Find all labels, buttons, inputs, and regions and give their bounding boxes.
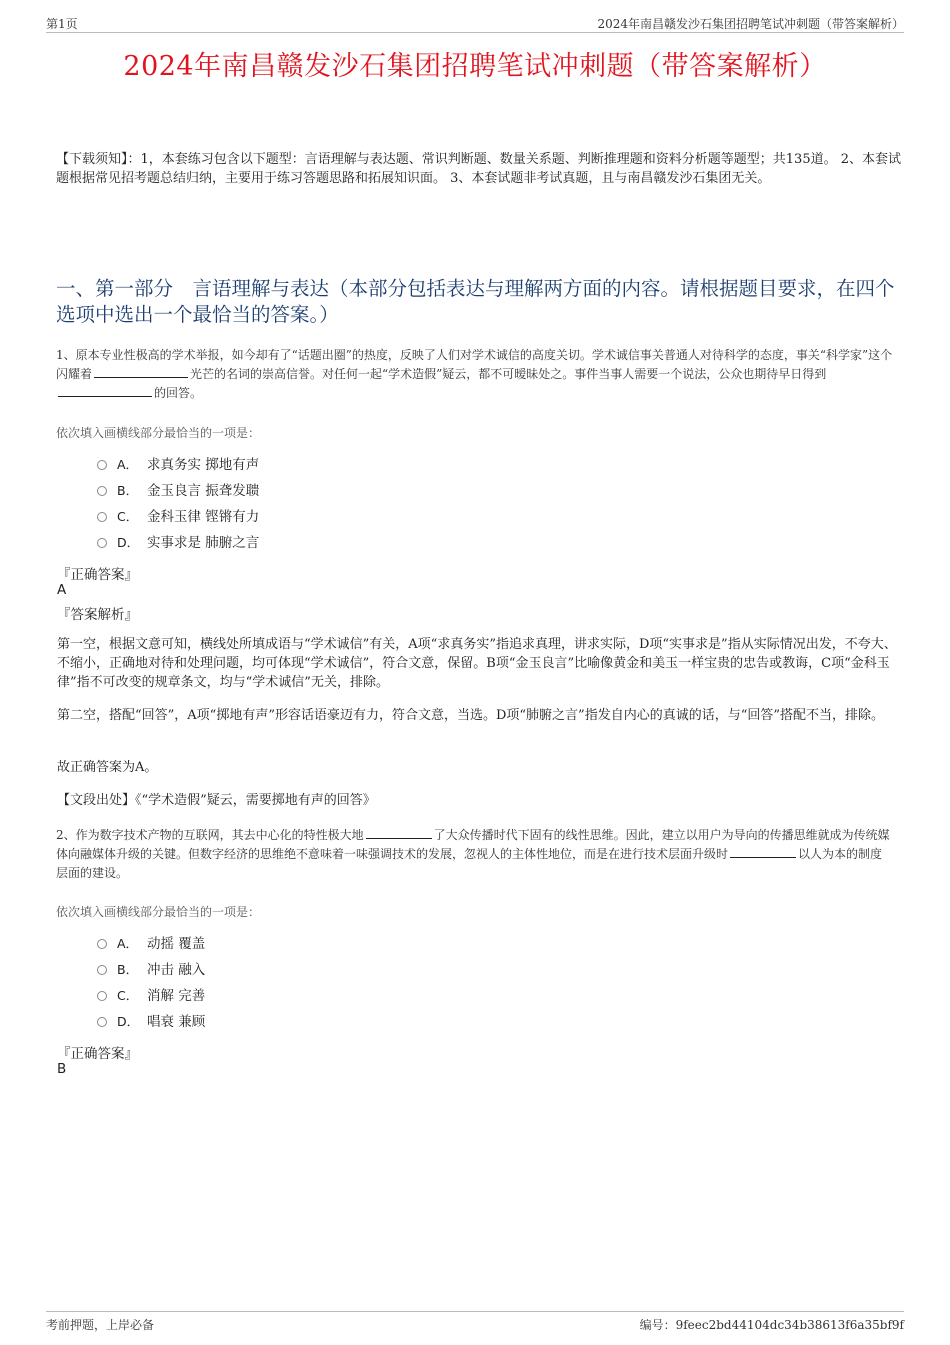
question-1-option-d[interactable]: D． 实事求是 肺腑之言	[97, 533, 259, 553]
question-2-answer-label: 『正确答案』	[57, 1046, 138, 1062]
analysis-conclusion: 故正确答案为A。	[57, 760, 158, 775]
question-2-option-b[interactable]: B． 冲击 融入	[97, 960, 205, 980]
radio-icon[interactable]	[97, 1017, 107, 1027]
analysis-paragraph-2: 第二空，搭配“回答”，A项“掷地有声”形容话语豪迈有力，符合文意，当选。D项“肺腑之言”指发自内心的真诚的话，与“回答”搭配不当，排除。	[57, 708, 884, 723]
radio-icon[interactable]	[97, 486, 107, 496]
page-header	[46, 14, 904, 33]
question-1-option-b[interactable]: B． 金玉良言 振聋发聩	[97, 481, 259, 501]
radio-icon[interactable]	[97, 512, 107, 522]
footer-slogan: 考前押题，上岸必备	[46, 1318, 155, 1332]
question-2-option-c[interactable]: C． 消解 完善	[97, 986, 205, 1006]
question-2-answer: B	[57, 1061, 67, 1077]
question-2-option-d[interactable]: D． 唱衰 兼顾	[97, 1012, 205, 1032]
radio-icon[interactable]	[97, 460, 107, 470]
section-title: 一、第一部分 言语理解与表达（本部分包括表达与理解两方面的内容。请根据题目要求，在四个选项中选出一个最恰当的答案。）	[56, 277, 895, 326]
question-2-text: 2、作为数字技术产物的互联网，其去中心化的特性极大地 了大众传播时代下固有的线性思维。因此，建立以用户为导向的传播思维就成为传统媒体向融媒体升级的关键。但数字经济的思维绝不意味着一味强调技术的发展，忽视人的主体性地位，而是在进行技术层面升级时 以人为本的制度层面的建设。	[56, 828, 890, 880]
question-1-text: 1、原本专业性极高的学术举报，如今却有了“话题出圈”的热度，反映了人们对学术诚信的高度关切。学术诚信事关普通人对待科学的态度，事关“科学家”这个闪耀着 光芒的名词的崇高信誉。对任何一起“学术造假”疑云，都不可暧昧处之。事件当事人需要一个说法，公众也期待早日得到的回答。	[56, 348, 893, 400]
download-notice: 【下载须知】：1，本套练习包含以下题型：言语理解与表达题、常识判断题、数量关系题、判断推理题和资料分析题等题型；共135道。 2、本套试题根据常见招考题总结归纳，主要用于练习答题思路和拓展知识面。 3、本套试题非考试真题，且与南昌赣发沙石集团无关。	[56, 152, 901, 186]
question-2-option-a[interactable]: A． 动摇 覆盖	[97, 934, 205, 954]
question-1-answer: A	[57, 582, 67, 598]
source-note: 【文段出处】《“学术造假”疑云，需要掷地有声的回答》	[57, 793, 376, 808]
question-1-option-a[interactable]: A． 求真务实 掷地有声	[97, 455, 259, 475]
document-title: 2024年南昌赣发沙石集团招聘笔试冲刺题（带答案解析）	[123, 51, 827, 82]
question-1-option-c[interactable]: C． 金科玉律 铿锵有力	[97, 507, 259, 527]
blank-line	[366, 826, 432, 839]
question-1-prompt: 依次填入画横线部分最恰当的一项是：	[56, 426, 261, 440]
blank-line	[94, 365, 188, 378]
page-footer	[46, 1311, 904, 1332]
blank-line	[730, 845, 796, 858]
radio-icon[interactable]	[97, 991, 107, 1001]
question-2-prompt: 依次填入画横线部分最恰当的一项是：	[56, 905, 261, 919]
question-1-answer-label: 『正确答案』	[57, 567, 138, 583]
header-doc-title: 2024年南昌赣发沙石集团招聘笔试冲刺题（带答案解析）	[597, 17, 904, 31]
blank-line	[58, 384, 152, 397]
question-1-analysis-label: 『答案解析』	[57, 607, 138, 623]
analysis-paragraph-1: 第一空，根据文意可知，横线处所填成语与“学术诚信”有关，A项“求真务实”指追求真理，讲求实际，D项“实事求是”指从实际情况出发，不夸大、不缩小，正确地对待和处理问题，均可体现“学术诚信”，符合文意，保留。B项“金玉良言”比喻像黄金和美玉一样宝贵的忠告或教诲，C项“金科玉律”指不可改变的规章条文，均与“学术诚信”无关，排除。	[57, 637, 897, 690]
radio-icon[interactable]	[97, 939, 107, 949]
footer-serial: 编号：9feec2bd44104dc34b38613f6a35bf9f	[639, 1318, 904, 1332]
radio-icon[interactable]	[97, 538, 107, 548]
page-number: 第1页	[46, 17, 78, 31]
radio-icon[interactable]	[97, 965, 107, 975]
